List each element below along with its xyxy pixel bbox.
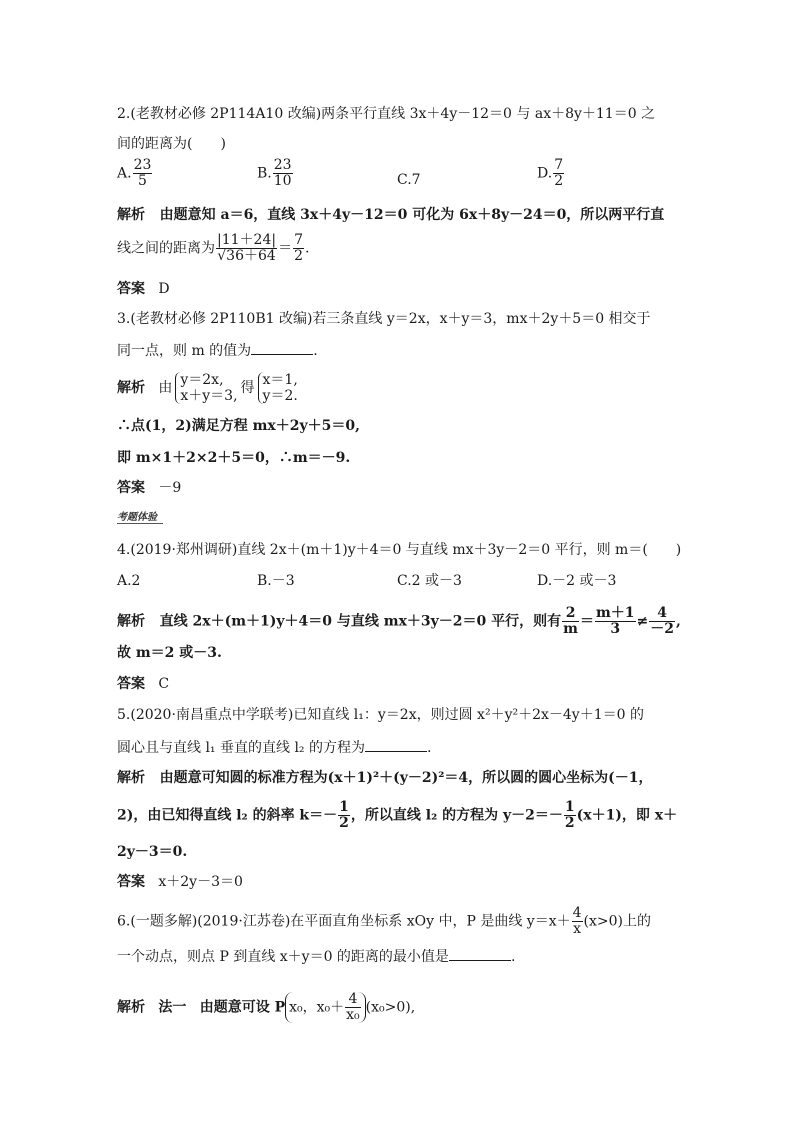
q4-answer: 答案 C [117, 676, 170, 692]
q2-result-fraction: $\frac{7}{2}$ [294, 232, 303, 264]
q2-stem-line2: 间的距离为( ) [117, 136, 226, 152]
q2-option-c: C.7 [397, 172, 421, 188]
q5-analysis-line1: 解析 由题意可知圆的标准方程为(x＋1)²＋(y－2)²＝4，所以圆的圆心坐标为(－1， [117, 770, 653, 786]
q5-stem-line1: 5.(2020·南昌重点中学联考)已知直线 l₁：y＝2x，则过圆 x²＋y²＋2x－4y＋1＝0 的 [117, 707, 644, 723]
q6-analysis-line1: 解析 法一 由题意可设 P x₀，x₀＋ $\frac{4}{\text{x₀}}$ (x₀>0), [117, 991, 416, 1023]
answer-label: 答案 [117, 480, 145, 496]
q5-line-fraction: $\frac{1}{2}$ [564, 799, 575, 831]
q3-analysis-line4: 即 m×1＋2×2＋5＝0，∴m＝－9. [117, 450, 351, 466]
q2-option-b: B. $\frac{23}{10}$ [257, 157, 292, 189]
q5-slope-fraction: $\frac{1}{2}$ [339, 799, 349, 831]
q2-answer: 答案 D [117, 281, 170, 297]
q4-analysis-line2: 故 m＝2 或－3. [117, 645, 222, 661]
q4-option-b: B.－3 [257, 573, 295, 589]
q6-stem-line2: 一个动点，则点 P 到直线 x＋y＝0 的距离的最小值是 . [117, 946, 515, 967]
q5-analysis-line2: 2)，由已知得直线 l₂ 的斜率 k＝－ $\frac{1}{2}$ ，所以直线 l₂ 的方程为 y－2＝－ $\frac{1}{2}$ (x＋1)，即 x＋ [117, 799, 678, 831]
point-coordinates: x₀，x₀＋ $\frac{4}{\text{x₀}}$ [285, 992, 366, 1023]
answer-label: 答案 [117, 874, 145, 890]
q4-stem: 4.(2019·郑州调研)直线 2x＋(m＋1)y＋4＝0 与直线 mx＋3y－2＝0 平行，则 m＝( ) [117, 542, 682, 558]
answer-label: 答案 [117, 676, 145, 692]
q2-option-a: A. $\frac{23}{5}$ [117, 157, 152, 189]
analysis-label: 解析 [117, 770, 145, 786]
analysis-label: 解析 [117, 380, 145, 396]
answer-blank[interactable] [251, 340, 313, 355]
answer-label: 答案 [117, 281, 145, 297]
analysis-label: 解析 [117, 999, 145, 1016]
q6-stem-line1: 6.(一题多解)(2019·江苏卷)在平面直角坐标系 xOy 中，P 是曲线 y＝x＋ $\frac{4}{x}$ (x>0)上的 [117, 905, 651, 937]
answer-blank[interactable] [449, 946, 511, 961]
q5-analysis-line3: 2y－3＝0. [117, 844, 188, 860]
q2-option-a-fraction: $\frac{23}{5}$ [133, 157, 152, 189]
q2-analysis-line1: 解析 由题意知 a＝6，直线 3x＋4y－12＝0 可化为 6x＋8y－24＝0，所以两平行直 [117, 207, 665, 223]
analysis-label: 解析 [117, 613, 145, 630]
q2-option-d-fraction: $\frac{7}{2}$ [554, 157, 564, 189]
q3-analysis-line1: 解析 由 y＝2x, x＋y＝3, 得 x＝1, y＝2. [117, 372, 298, 404]
q4-option-c: C.2 或－3 [397, 573, 462, 589]
q5-answer: 答案 x＋2y－3＝0 [117, 874, 243, 890]
analysis-label: 解析 [117, 207, 145, 223]
q4-analysis-line1: 解析 直线 2x＋(m＋1)y＋4＝0 与直线 mx＋3y－2＝0 平行，则有 $\frac{2}{m}$ ＝ $\frac{m+1}{3}$ ≠ $\frac{4}{-2}$ , [117, 605, 681, 637]
equation-system-2: x＝1, y＝2. [258, 372, 298, 404]
q4-option-d: D.－2 或－3 [537, 573, 617, 589]
q4-option-a: A.2 [117, 573, 141, 589]
answer-blank[interactable] [365, 737, 427, 752]
section-badge: 考题体验 [117, 508, 163, 524]
q3-analysis-line3: ∴点(1，2)满足方程 mx＋2y＋5＝0, [117, 418, 360, 434]
equation-system-1: y＝2x, x＋y＝3, [175, 372, 237, 404]
q3-stem-line1: 3.(老教材必修 2P110B1 改编)若三条直线 y＝2x，x＋y＝3，mx＋2y＋5＝0 相交于 [117, 311, 651, 327]
method-label: 法一 [158, 999, 187, 1016]
q6-curve-fraction: $\frac{4}{x}$ [572, 905, 582, 937]
q4-fraction-1: $\frac{2}{m}$ [563, 605, 578, 637]
q3-answer: 答案 －9 [117, 480, 182, 496]
q2-option-d: D. $\frac{7}{2}$ [537, 157, 564, 189]
q2-option-b-fraction: $\frac{23}{10}$ [273, 157, 292, 189]
q2-distance-fraction: $\frac{|11+24|}{√36+64}$ [217, 232, 277, 264]
q6-coordinate-fraction: $\frac{4}{\text{x₀}}$ [346, 991, 360, 1023]
q3-stem-line2: 同一点，则 m 的值为 . [117, 340, 318, 361]
q4-fraction-3: $\frac{4}{-2}$ [650, 605, 675, 637]
q2-analysis-line2: 线之间的距离为 $\frac{|11+24|}{√36+64}$ ＝ $\frac{7}{2}$ . [117, 232, 310, 264]
q5-stem-line2: 圆心且与直线 l₁ 垂直的直线 l₂ 的方程为 . [117, 737, 431, 758]
q4-fraction-2: $\frac{m+1}{3}$ [595, 605, 635, 637]
q2-stem-line1: 2.(老教材必修 2P114A10 改编)两条平行直线 3x＋4y－12＝0 与 ax＋8y＋11＝0 之 [117, 106, 656, 122]
